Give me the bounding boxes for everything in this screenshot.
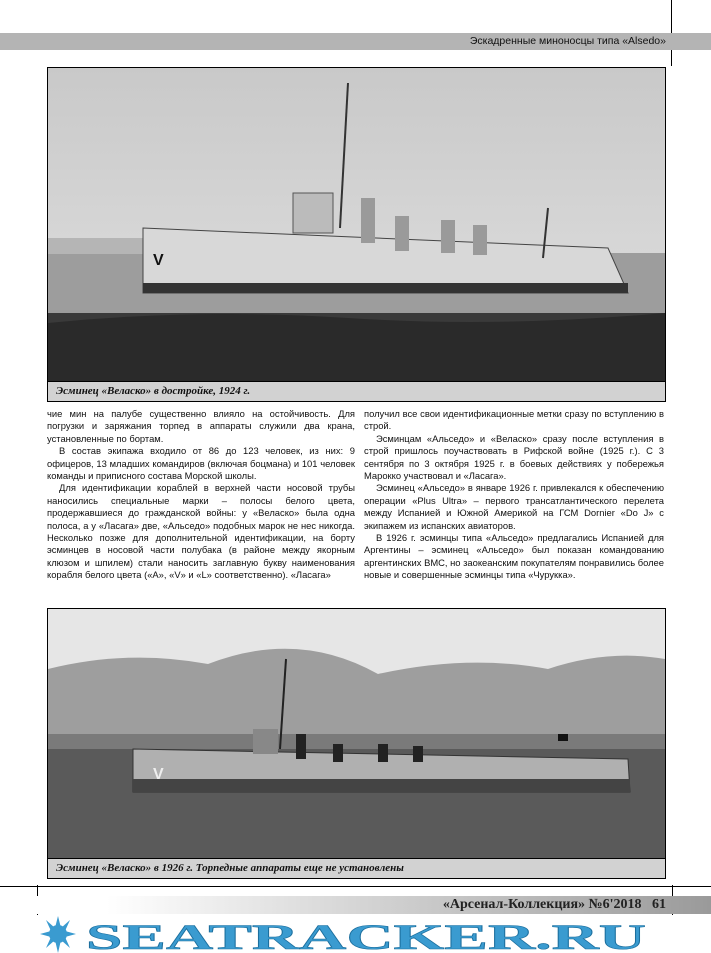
page-number: 61 bbox=[652, 897, 666, 912]
ship-photo-image bbox=[48, 68, 665, 401]
photo-caption: Эсминец «Веласко» в 1926 г. Торпедные аппараты еще не установлены bbox=[48, 858, 665, 878]
bow-letter: V bbox=[153, 766, 164, 783]
paragraph: получил все свои идентификационные метки сразу по вступлению в строй. bbox=[364, 408, 664, 432]
ship-photo-image bbox=[48, 609, 665, 878]
photo-velasco-1924 bbox=[47, 67, 666, 402]
watermark-text: SEATRACKER.RU bbox=[86, 917, 646, 953]
running-title: Эскадренные миноносцы типа «Alsedo» bbox=[469, 35, 666, 47]
paragraph: чие мин на палубе существенно влияло на остойчивость. Для погрузки и заряжания торпед в аппараты служили два крана, установленные по бортам. bbox=[47, 408, 355, 444]
article-right-column bbox=[364, 408, 664, 582]
photo-velasco-1926 bbox=[47, 608, 666, 879]
photo-caption: Эсминец «Веласко» в достройке, 1924 г. bbox=[48, 381, 665, 401]
crop-mark bbox=[0, 886, 711, 887]
paragraph: Для идентификации кораблей в верхней части носовой трубы наносились специальные марки – полосы белого цвета, продержавшиеся до гражданской войны: у «Веласко» была одна полоса, а у «Ласага» две, «Альседо» подобных марок не нес никогда. Несколько позже для дополнительной идентификации, на борту эсминцев в носовой части полубака (в районе между якорным клюзом и шпилем) стали наносить заглавную букву наименования корабля белого цвета («A», «V» и «L» соответственно). «Ласага» bbox=[47, 482, 355, 581]
article-left-column bbox=[47, 408, 355, 582]
paragraph: В 1926 г. эсминцы типа «Альседо» предлагались Испанией для Аргентины – эсминец «Альседо» был показан командованию аргентинских ВМС, но заокеанским покупателям понравились более новые и совершенные эсминцы типа «Чурукка». bbox=[364, 532, 664, 581]
page-footer bbox=[0, 896, 711, 914]
paragraph: Эсминец «Альседо» в январе 1926 г. привлекался к обеспечению операции «Plus Ultra» – первого трансатлантического перелета между Испанией и Южной Америкой на ГСМ Dornier «Do J» с экипажем из испанских авиаторов. bbox=[364, 482, 664, 531]
magazine-issue: «Арсенал-Коллекция» №6'2018 bbox=[442, 897, 642, 912]
running-header bbox=[0, 33, 711, 50]
sun-logo-icon bbox=[40, 916, 76, 953]
paragraph: В состав экипажа входило от 86 до 123 человек, из них: 9 офицеров, 13 младших командиров (включая боцмана) и 101 человек команды и приписного состава Морской школы. bbox=[47, 445, 355, 482]
bow-letter: V bbox=[153, 252, 164, 269]
paragraph: Эсминцам «Альседо» и «Веласко» сразу после вступления в строй пришлось поучаствовать в Рифской войне (1925 г.). С 3 сентября по 3 октября 1925 г. в боевых действиях у побережья Марокко участвовал и «Ласага». bbox=[364, 432, 664, 482]
watermark bbox=[40, 916, 670, 953]
